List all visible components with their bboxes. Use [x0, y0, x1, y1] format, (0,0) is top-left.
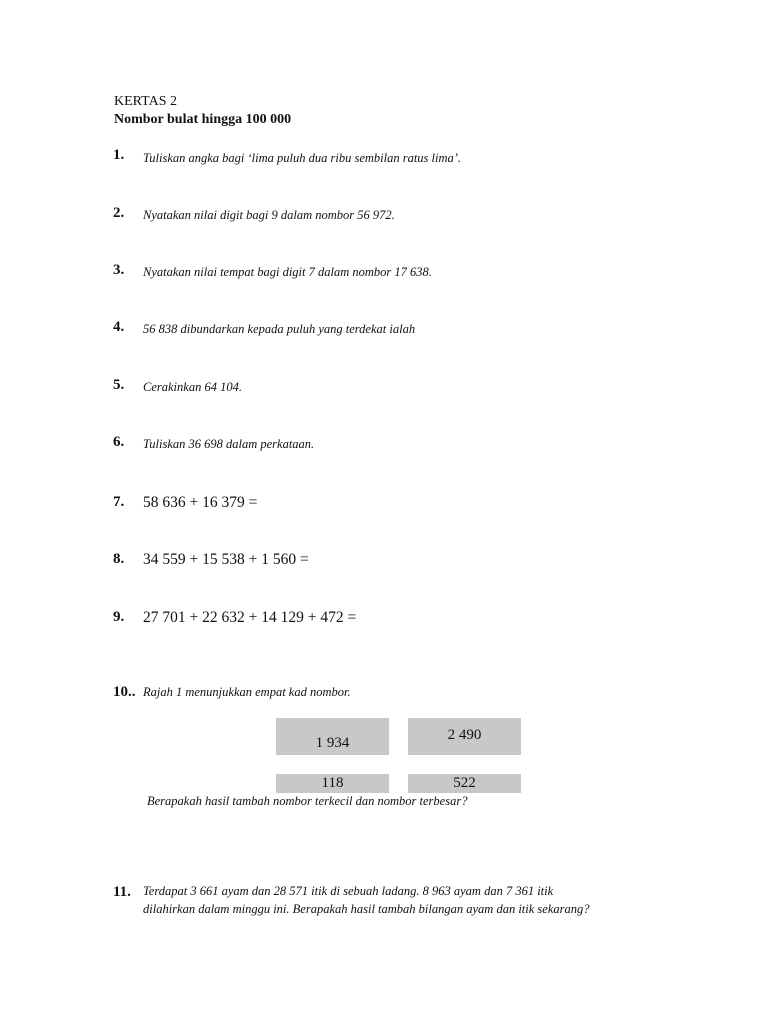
question-number: 11. — [113, 884, 131, 900]
question-number: 2. — [113, 205, 125, 221]
number-card — [276, 774, 389, 793]
page-title: KERTAS 2 — [114, 94, 177, 109]
number-card-value: 118 — [321, 775, 344, 791]
question-number: 6. — [113, 434, 125, 450]
number-card — [276, 718, 389, 755]
question-text: Cerakinkan 64 104. — [143, 380, 242, 394]
question-number: 10.. — [113, 684, 136, 700]
question-number: 5. — [113, 377, 125, 393]
number-card-value: 1 934 — [315, 735, 350, 751]
question-text: Tuliskan 36 698 dalam perkataan. — [143, 437, 315, 451]
question-number: 9. — [113, 609, 125, 625]
number-card-value: 522 — [453, 775, 476, 791]
page-subtitle: Nombor bulat hingga 100 000 — [114, 112, 292, 127]
question-number: 8. — [113, 551, 125, 567]
question-number: 3. — [113, 262, 125, 278]
question-text: Tuliskan angka bagi ‘lima puluh dua ribu sembilan ratus lima’. — [143, 151, 462, 165]
number-card-value: 2 490 — [447, 727, 482, 743]
question-text: Nyatakan nilai digit bagi 9 dalam nombor 56 972. — [143, 208, 395, 222]
question-equation: 34 559 + 15 538 + 1 560 = — [143, 551, 309, 568]
question-text: Nyatakan nilai tempat bagi digit 7 dalam nombor 17 638. — [143, 265, 432, 279]
question-number: 4. — [113, 319, 125, 335]
number-card — [408, 774, 521, 793]
question-text: 56 838 dibundarkan kepada puluh yang terdekat ialah — [143, 322, 416, 336]
question-text: Rajah 1 menunjukkan empat kad nombor. — [143, 685, 351, 699]
question-followup: Berapakah hasil tambah nombor terkecil dan nombor terbesar? — [147, 794, 468, 808]
question-number: 7. — [113, 494, 125, 510]
question-text-line2: dilahirkan dalam minggu ini. Berapakah hasil tambah bilangan ayam dan itik sekarang? — [143, 902, 590, 916]
question-number: 1. — [113, 147, 125, 163]
number-card — [408, 718, 521, 755]
question-equation: 58 636 + 16 379 = — [143, 494, 258, 511]
question-text: Terdapat 3 661 ayam dan 28 571 itik di sebuah ladang. 8 963 ayam dan 7 361 itik — [143, 884, 554, 898]
question-equation: 27 701 + 22 632 + 14 129 + 472 = — [143, 609, 357, 626]
